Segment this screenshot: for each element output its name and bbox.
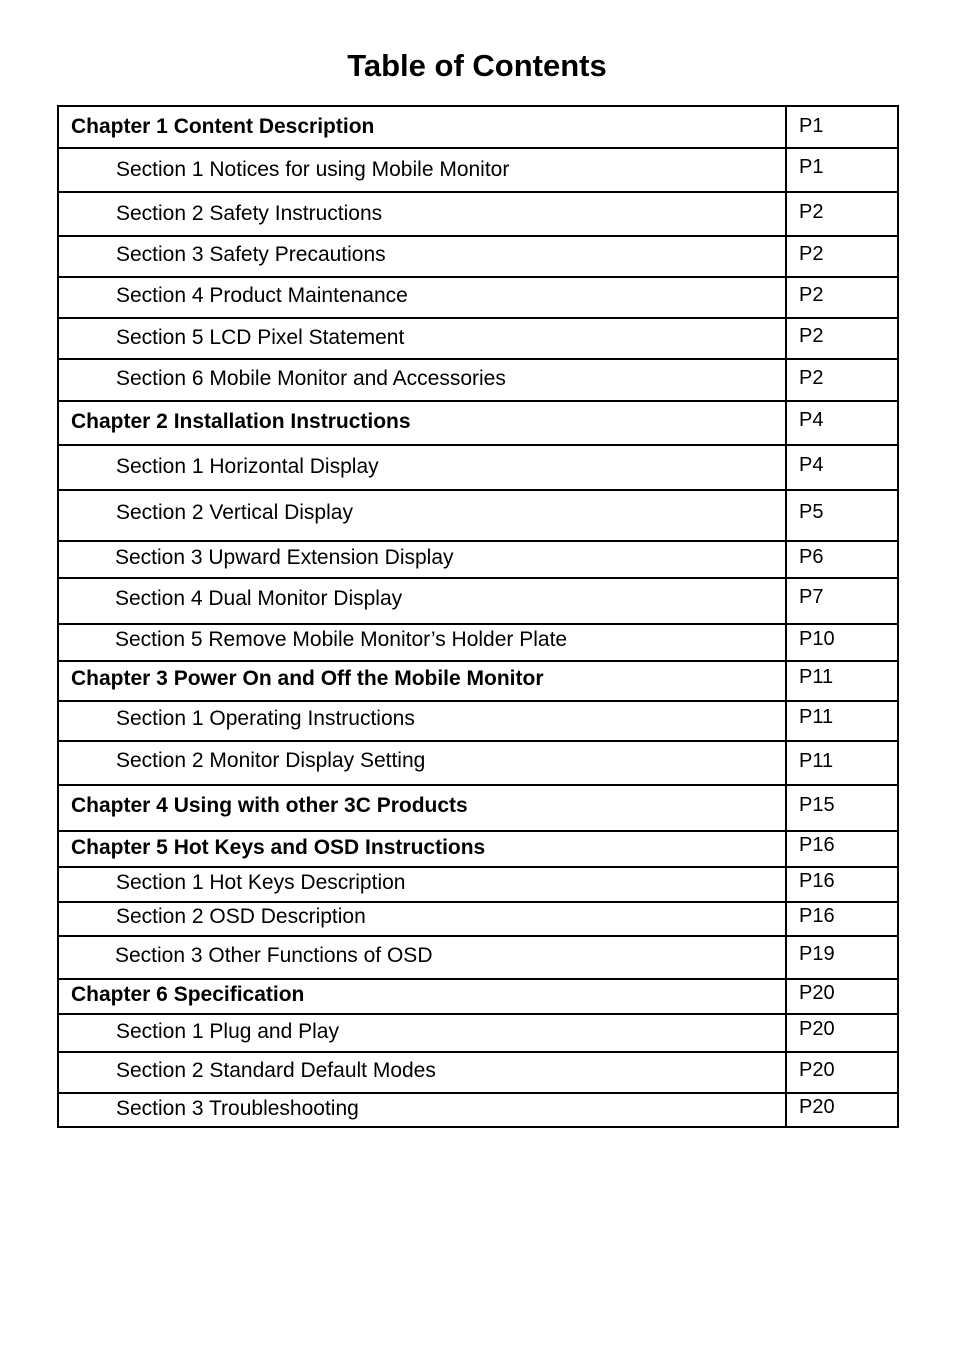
chapter-title: Chapter 6 Specification xyxy=(71,983,305,1006)
section-title: Section 3 Troubleshooting xyxy=(116,1097,359,1120)
toc-section-row xyxy=(58,624,898,661)
page-number: P2 xyxy=(799,243,824,265)
section-title: Section 1 Notices for using Mobile Monitor xyxy=(116,158,510,181)
page-number: P11 xyxy=(799,666,834,688)
page-number: P20 xyxy=(799,1059,835,1081)
chapter-title: Chapter 5 Hot Keys and OSD Instructions xyxy=(71,836,486,859)
toc-section-row xyxy=(58,578,898,624)
toc-chapter-row xyxy=(58,401,898,445)
chapter-title: Chapter 2 Installation Instructions xyxy=(71,410,411,433)
toc-section-row xyxy=(58,318,898,359)
page-number: P15 xyxy=(799,794,835,816)
section-title: Section 4 Dual Monitor Display xyxy=(115,587,403,610)
section-title: Section 2 Standard Default Modes xyxy=(116,1059,436,1082)
page-number: P20 xyxy=(799,1018,835,1040)
toc-section-row xyxy=(58,236,898,277)
page-number: P10 xyxy=(799,628,835,650)
section-title: Section 3 Upward Extension Display xyxy=(115,546,454,569)
section-title: Section 1 Horizontal Display xyxy=(116,455,379,478)
toc-section-row xyxy=(58,1014,898,1052)
chapter-title: Chapter 4 Using with other 3C Products xyxy=(71,794,468,817)
toc-section-row xyxy=(58,445,898,490)
section-title: Section 1 Operating Instructions xyxy=(116,707,415,730)
toc-section-row xyxy=(58,148,898,192)
page-number: P16 xyxy=(799,870,835,892)
toc-section-row xyxy=(58,701,898,741)
page-number: P20 xyxy=(799,1096,835,1118)
toc-chapter-row xyxy=(58,979,898,1014)
page-number: P16 xyxy=(799,905,835,927)
toc-section-row xyxy=(58,1093,898,1127)
toc-section-row xyxy=(58,1052,898,1093)
section-title: Section 6 Mobile Monitor and Accessories xyxy=(116,367,506,390)
section-title: Section 5 LCD Pixel Statement xyxy=(116,326,405,349)
page-number: P2 xyxy=(799,325,824,347)
section-title: Section 3 Safety Precautions xyxy=(116,243,386,266)
section-title: Section 1 Plug and Play xyxy=(116,1020,339,1043)
page-number: P2 xyxy=(799,201,824,223)
page-number: P19 xyxy=(799,943,835,965)
page-number: P11 xyxy=(799,706,834,728)
toc-section-row xyxy=(58,541,898,578)
toc-section-row xyxy=(58,192,898,236)
toc-section-row xyxy=(58,867,898,902)
page-title: Table of Contents xyxy=(347,48,607,83)
chapter-title: Chapter 1 Content Description xyxy=(71,115,375,138)
toc-section-row xyxy=(58,277,898,318)
page-number: P7 xyxy=(799,586,824,608)
chapter-title: Chapter 3 Power On and Off the Mobile Monitor xyxy=(71,667,544,690)
toc-chapter-row xyxy=(58,785,898,831)
page-number: P11 xyxy=(799,750,834,772)
page-number: P2 xyxy=(799,284,824,306)
page-number: P6 xyxy=(799,546,824,568)
section-title: Section 1 Hot Keys Description xyxy=(116,871,406,894)
toc-chapter-row xyxy=(58,831,898,867)
page-number: P20 xyxy=(799,982,835,1004)
section-title: Section 2 OSD Description xyxy=(116,905,366,928)
section-title: Section 2 Monitor Display Setting xyxy=(116,749,426,772)
section-title: Section 3 Other Functions of OSD xyxy=(115,944,433,967)
toc-section-row xyxy=(58,741,898,785)
page-number: P16 xyxy=(799,834,835,856)
toc-section-row xyxy=(58,936,898,979)
section-title: Section 2 Safety Instructions xyxy=(116,202,383,225)
page-number: P1 xyxy=(799,115,824,137)
section-title: Section 5 Remove Mobile Monitor’s Holder Plate xyxy=(115,628,568,651)
toc-table xyxy=(57,105,899,1128)
section-title: Section 2 Vertical Display xyxy=(116,501,353,524)
toc-chapter-row xyxy=(58,106,898,148)
page-number: P2 xyxy=(799,367,824,389)
page-number: P5 xyxy=(799,501,824,523)
page-number: P1 xyxy=(799,156,824,178)
section-title: Section 4 Product Maintenance xyxy=(116,284,408,307)
toc-section-row xyxy=(58,490,898,541)
page-number: P4 xyxy=(799,409,824,431)
page-number: P4 xyxy=(799,454,824,476)
toc-section-row xyxy=(58,902,898,936)
toc-section-row xyxy=(58,359,898,401)
toc-chapter-row xyxy=(58,661,898,701)
